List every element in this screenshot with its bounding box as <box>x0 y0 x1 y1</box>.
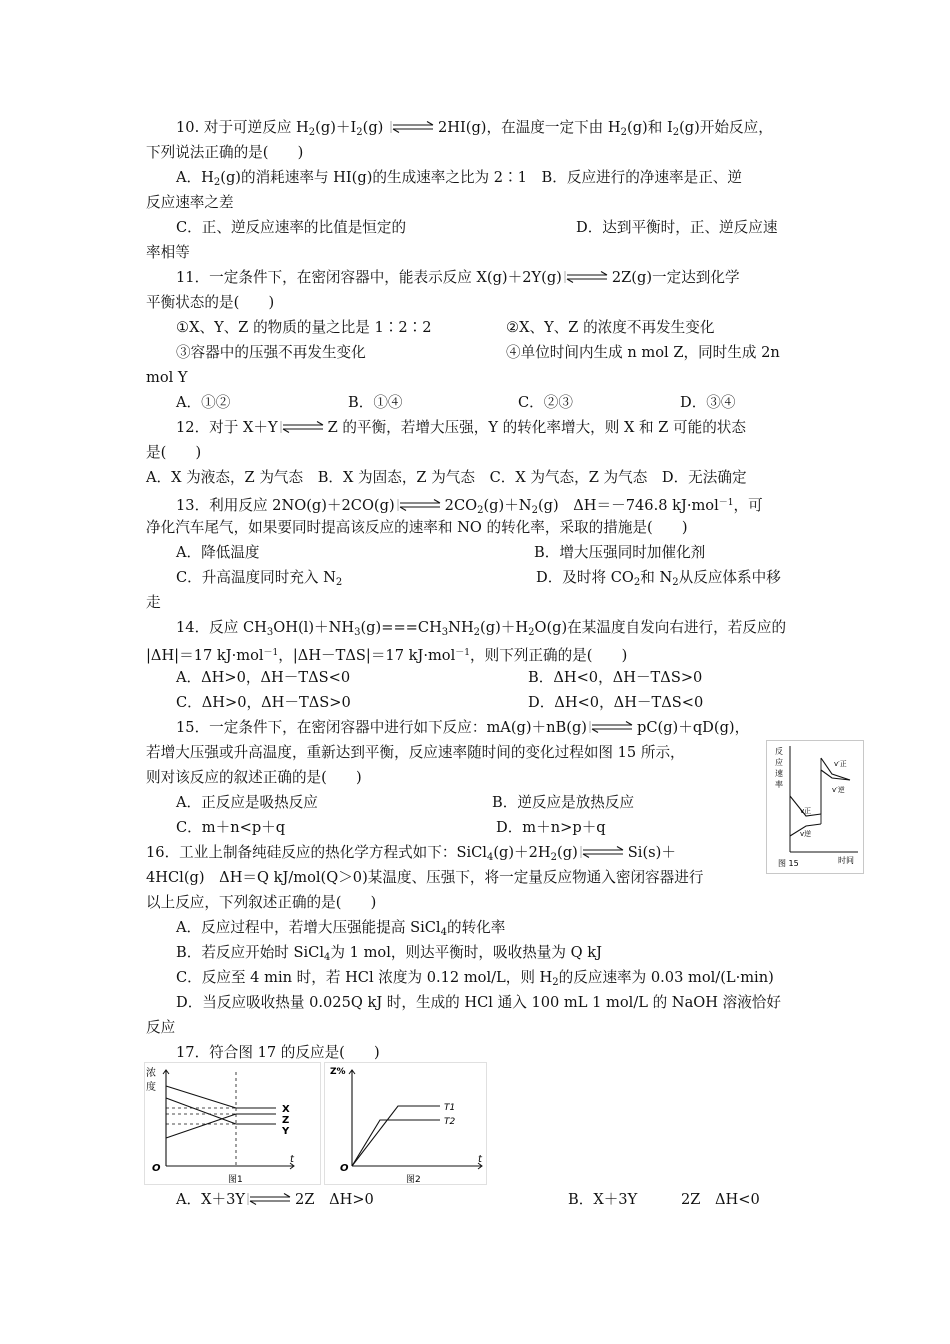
equilibrium-arrow-icon <box>246 1192 294 1206</box>
equilibrium-arrow-icon <box>279 420 327 434</box>
figure-17 <box>144 1062 488 1190</box>
fig15-v-reverse2-label: v′逆 <box>832 786 845 794</box>
q14-option-c: C．ΔH>0，ΔH－TΔS>0 <box>176 694 351 711</box>
q14-stem: 14．反应 $CH_3OH(l)+NH_3(g)===CH_3NH_2(g)+H_2O(g)$在某温度自发向右进行，若反应的 <box>176 619 787 638</box>
q16-stem-line3: 以上反应，下列叙述正确的是( ) <box>146 894 377 911</box>
q14-stem-line2: |ΔH|＝17 kJ·mol$^{-1}$，|ΔH－TΔS|＝17 kJ·mol$^{-1}$，则下列正确的是( ) <box>146 647 628 664</box>
q11-statement-3: ③容器中的压强不再发生变化 <box>176 344 366 361</box>
q10-option-a: A．$H_2(g)$的消耗速率与 HI(g)的生成速率之比为 2∶1 B．反应进行的净速率是正、逆 <box>176 169 742 188</box>
fig17-2-ylabel: Z% <box>330 1067 346 1077</box>
q13-stem: 13．利用反应 2NO(g)＋2CO(g) $2CO_2(g)+N_2(g)$ ΔH＝－746.8 kJ·mol$^{-1}$，可 <box>176 497 763 516</box>
q16-option-d: D．当反应吸收热量 0.025Q kJ 时，生成的 HCl 通入 100 mL 1 mol/L 的 NaOH 溶液恰好 <box>176 994 781 1011</box>
q17-stem: 17．符合图 17 的反应是( ) <box>176 1044 380 1061</box>
fig17-1-label-x: X <box>282 1104 290 1115</box>
fig17-1-label-y: Y <box>282 1126 290 1137</box>
q11-statement-1: ①X、Y、Z 的物质的量之比是 1∶2∶2 <box>176 319 432 336</box>
fig17-2-label-t1: T1 <box>444 1103 456 1113</box>
q15-option-d: D．m＋n>p＋q <box>496 819 606 836</box>
fig17-1-origin: O <box>152 1163 161 1174</box>
q11-stem-line2: 平衡状态的是( ) <box>146 294 275 311</box>
fig17-2-origin: O <box>340 1163 349 1174</box>
q10-stem: 10. 对于可逆反应 $H_2(g)+I_2(g)$ 2HI(g)，在温度一定下由 $H_2(g)$和 $I_2(g)$开始反应， <box>176 119 773 138</box>
fig15-ylabel-2: 应 <box>775 758 783 767</box>
q11-statement-4: ④单位时间内生成 n mol Z，同时生成 2n <box>506 344 780 361</box>
q13-option-d: D．及时将 $CO_2$和 $N_2$从反应体系中移 <box>536 569 781 588</box>
equilibrium-arrow-icon <box>396 498 444 512</box>
q15-option-a: A．正反应是吸热反应 <box>176 794 318 811</box>
fig17-1-ylabel-2: 度 <box>146 1082 156 1093</box>
fig17-panel-1 <box>145 1063 321 1186</box>
q16-option-b: B．若反应开始时 SiCl$_4$为 1 mol，则达平衡时，吸收热量为 Q kJ <box>176 944 602 963</box>
fig17-2-caption: 图2 <box>406 1175 421 1185</box>
fig15-v-forward-label: v正 <box>800 807 812 815</box>
q10-option-d-line2: 率相等 <box>146 244 190 261</box>
q12-stem-line2: 是( ) <box>146 444 202 461</box>
fig15-caption: 图 15 <box>778 859 799 868</box>
q14-option-b: B．ΔH<0，ΔH－TΔS>0 <box>528 669 703 686</box>
fig15-ylabel-3: 速 <box>775 769 783 778</box>
q16-option-c: C．反应至 4 min 时，若 HCl 浓度为 0.12 mol/L，则 $H_2$的反应速率为 0.03 mol/(L·min) <box>176 969 774 988</box>
fig17-1-xlabel: t <box>290 1154 294 1165</box>
equilibrium-arrow-icon <box>389 120 437 134</box>
q13-option-b: B．增大压强同时加催化剂 <box>534 544 706 561</box>
q17-option-b: B．X＋3Y 2Z ΔH<0 <box>568 1191 760 1208</box>
q15-option-b: B．逆反应是放热反应 <box>492 794 635 811</box>
q16-stem-line2: 4HCl(g) ΔH＝Q kJ/mol(Q＞0)某温度、压强下，将一定量反应物通入密闭容器进行 <box>146 869 704 886</box>
q11-option-a: A．①② <box>176 394 231 411</box>
fig17-1-label-z: Z <box>282 1115 290 1126</box>
q11-option-c: C．②③ <box>518 394 573 411</box>
q13-option-a: A．降低温度 <box>176 544 260 561</box>
fig15-xlabel: 时间 <box>838 856 854 865</box>
q12-stem: 12．对于 X＋Y Z 的平衡，若增大压强，Y 的转化率增大，则 X 和 Z 可能的状态 <box>176 419 746 436</box>
q14-option-a: A．ΔH>0，ΔH－TΔS<0 <box>176 669 351 686</box>
q11-statement-2: ②X、Y、Z 的浓度不再发生变化 <box>506 319 715 336</box>
q16-stem: 16．工业上制备纯硅反应的热化学方程式如下：$SiCl_4(g)+2H_2(g)$ Si(s)＋ <box>146 844 676 863</box>
q16-option-d-line2: 反应 <box>146 1019 176 1036</box>
q13-option-c: C．升高温度同时充入 $N_2$ <box>176 569 343 588</box>
q10-option-c: C．正、逆反应速率的比值是恒定的 <box>176 219 407 236</box>
q10-option-a-line2: 反应速率之差 <box>146 194 234 211</box>
q10-stem-line2: 下列说法正确的是( ) <box>146 144 304 161</box>
fig15-v-reverse-label: v逆 <box>800 830 812 838</box>
q16-option-a: A．反应过程中，若增大压强能提高 SiCl$_4$的转化率 <box>176 919 506 938</box>
fig17-2-xlabel: t <box>478 1154 482 1165</box>
fig17-2-label-t2: T2 <box>444 1117 456 1127</box>
q11-statement-4-line2: mol Y <box>146 369 188 386</box>
q15-option-c: C．m＋n<p＋q <box>176 819 286 836</box>
fig15-v-forward2-label: v′正 <box>834 760 847 768</box>
fig15-ylabel-1: 反 <box>775 747 783 756</box>
fig17-panel-2 <box>325 1063 487 1186</box>
fig17-1-ylabel-1: 浓 <box>146 1068 156 1079</box>
q12-options: A．X 为液态，Z 为气态 B．X 为固态，Z 为气态 C．X 为气态，Z 为气态 D．无法确定 <box>146 469 747 486</box>
q15-stem-line2: 若增大压强或升高温度，重新达到平衡，反应速率随时间的变化过程如图 15 所示， <box>146 744 685 761</box>
q11-option-d: D．③④ <box>680 394 736 411</box>
q13-option-d-line2: 走 <box>146 594 161 611</box>
fig15-ylabel-4: 率 <box>775 780 783 789</box>
equilibrium-arrow-icon <box>563 270 611 284</box>
equilibrium-arrow-icon <box>588 720 636 734</box>
fig17-1-caption: 图1 <box>228 1175 243 1185</box>
q11-stem: 11．一定条件下，在密闭容器中，能表示反应 X(g)＋2Y(g) 2Z(g)一定达到化学 <box>176 269 740 286</box>
q11-option-b: B．①④ <box>348 394 403 411</box>
q10-option-d: D．达到平衡时，正、逆反应速 <box>576 219 778 236</box>
q15-stem: 15．一定条件下，在密闭容器中进行如下反应：mA(g)＋nB(g) pC(g)＋qD(g)， <box>176 719 750 736</box>
q13-stem-line2: 净化汽车尾气，如果要同时提高该反应的速率和 NO 的转化率，采取的措施是( ) <box>146 519 688 536</box>
q17-option-a: A．X＋3Y 2Z ΔH>0 <box>176 1191 374 1208</box>
q14-option-d: D．ΔH<0，ΔH－TΔS<0 <box>528 694 704 711</box>
equilibrium-arrow-icon <box>579 845 627 859</box>
q15-stem-line3: 则对该反应的叙述正确的是( ) <box>146 769 362 786</box>
